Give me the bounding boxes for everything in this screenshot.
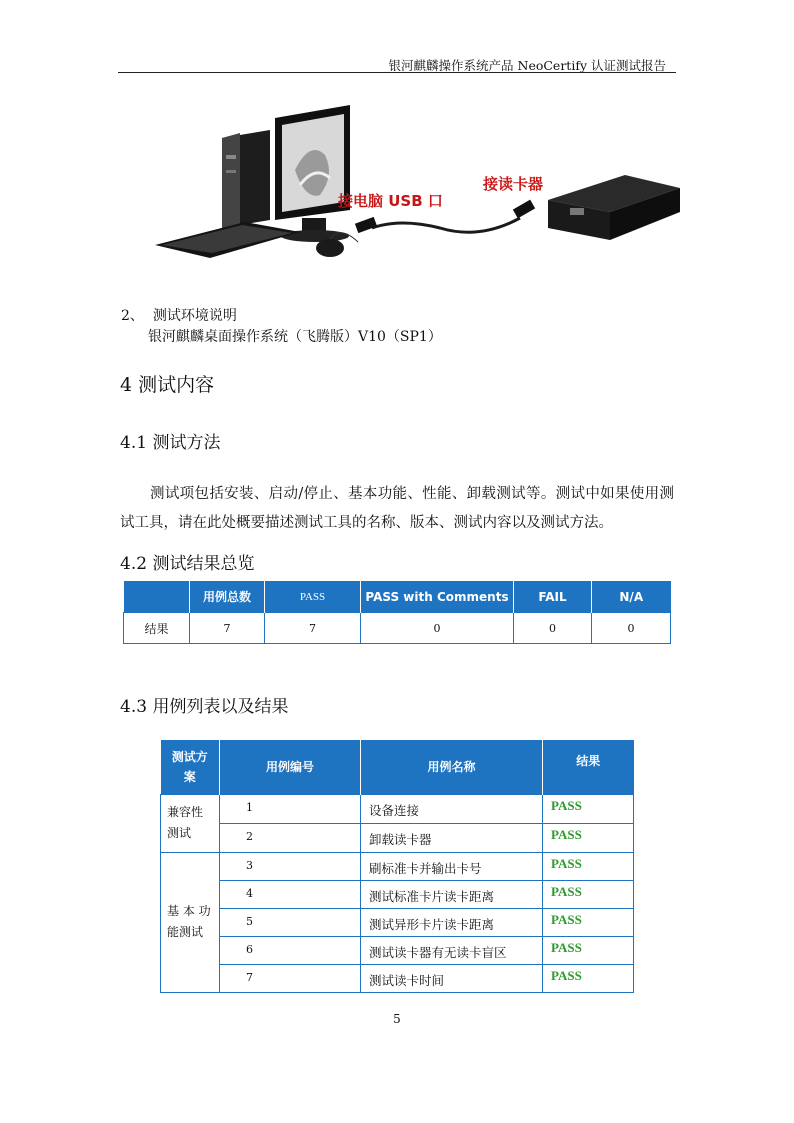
case-header-cell: 用例名称 <box>361 740 543 794</box>
case-result: PASS <box>543 964 634 992</box>
case-result: PASS <box>543 908 634 936</box>
header-rule <box>118 72 676 73</box>
monitor-image <box>275 105 350 242</box>
summary-header-cell: PASS with Comments <box>361 581 514 613</box>
summary-value: 7 <box>265 613 361 644</box>
results-summary-table <box>123 581 671 644</box>
summary-header-cell: PASS <box>265 581 361 613</box>
section-41-title: 4.1 测试方法 <box>120 433 221 453</box>
label-pc-usb: 接电脑 USB 口 <box>338 192 443 210</box>
usb-plug-left <box>355 217 377 233</box>
case-id: 3 <box>220 852 361 880</box>
connection-figure <box>150 100 690 275</box>
case-result: PASS <box>543 936 634 964</box>
case-name: 卸载读卡器 <box>361 823 543 852</box>
env-description: 银河麒麟桌面操作系统（飞腾版）V10（SP1） <box>148 329 442 345</box>
keyboard-image <box>155 222 300 258</box>
usb-plug-right <box>513 200 535 219</box>
mouse-image <box>316 239 344 257</box>
case-name: 测试读卡时间 <box>361 964 543 992</box>
case-row <box>161 852 634 880</box>
summary-header-cell: 用例总数 <box>190 581 265 613</box>
case-list-table <box>160 740 634 993</box>
case-result: PASS <box>543 880 634 908</box>
case-header-row <box>161 740 634 794</box>
running-header: 银河麒麟操作系统产品 NeoCertify 认证测试报告 <box>388 58 666 73</box>
case-name: 测试异形卡片读卡距离 <box>361 908 543 936</box>
summary-row-label: 结果 <box>124 613 190 644</box>
label-card-reader: 接读卡器 <box>483 175 544 193</box>
summary-value: 7 <box>190 613 265 644</box>
summary-header-cell: N/A <box>592 581 671 613</box>
case-result: PASS <box>543 823 634 852</box>
case-name: 测试标准卡片读卡距离 <box>361 880 543 908</box>
case-id: 5 <box>220 908 361 936</box>
case-row <box>161 823 634 852</box>
case-id: 4 <box>220 880 361 908</box>
summary-header-row <box>124 581 671 613</box>
section-43-title: 4.3 用例列表以及结果 <box>120 697 289 717</box>
case-group-label: 兼容性测试 <box>161 794 220 852</box>
summary-header-cell <box>124 581 190 613</box>
env-item <box>121 305 237 325</box>
summary-value: 0 <box>514 613 592 644</box>
case-row <box>161 936 634 964</box>
card-reader-image <box>548 175 680 240</box>
case-name: 测试读卡器有无读卡盲区 <box>361 936 543 964</box>
page-number: 5 <box>393 1012 401 1026</box>
section-42-title: 4.2 测试结果总览 <box>120 554 255 574</box>
case-name: 刷标准卡并输出卡号 <box>361 852 543 880</box>
desktop-tower-image <box>222 130 270 228</box>
case-header-cell: 测试方案 <box>161 740 220 794</box>
case-result: PASS <box>543 794 634 823</box>
section-4-title: 4 测试内容 <box>120 374 215 396</box>
env-item-number: 2、 <box>121 308 144 324</box>
case-group-label: 基 本 功 能测试 <box>161 852 220 992</box>
case-name: 设备连接 <box>361 794 543 823</box>
case-id: 6 <box>220 936 361 964</box>
case-row <box>161 908 634 936</box>
case-header-cell: 结果 <box>543 740 634 794</box>
case-id: 2 <box>220 823 361 852</box>
case-id: 7 <box>220 964 361 992</box>
case-row <box>161 794 634 823</box>
case-header-cell: 用例编号 <box>220 740 361 794</box>
summary-value: 0 <box>592 613 671 644</box>
summary-value: 0 <box>361 613 514 644</box>
env-item-title: 测试环境说明 <box>152 308 237 324</box>
usb-cable <box>372 218 520 232</box>
case-row <box>161 880 634 908</box>
case-row <box>161 964 634 992</box>
summary-header-cell: FAIL <box>514 581 592 613</box>
case-id: 1 <box>220 794 361 823</box>
case-result: PASS <box>543 852 634 880</box>
summary-row <box>124 613 671 644</box>
test-method-paragraph: 测试项包括安装、启动/停止、基本功能、性能、卸载测试等。测试中如果使用测试工具，请在此处概要描述测试工具的名称、版本、测试内容以及测试方法。 <box>120 486 674 531</box>
